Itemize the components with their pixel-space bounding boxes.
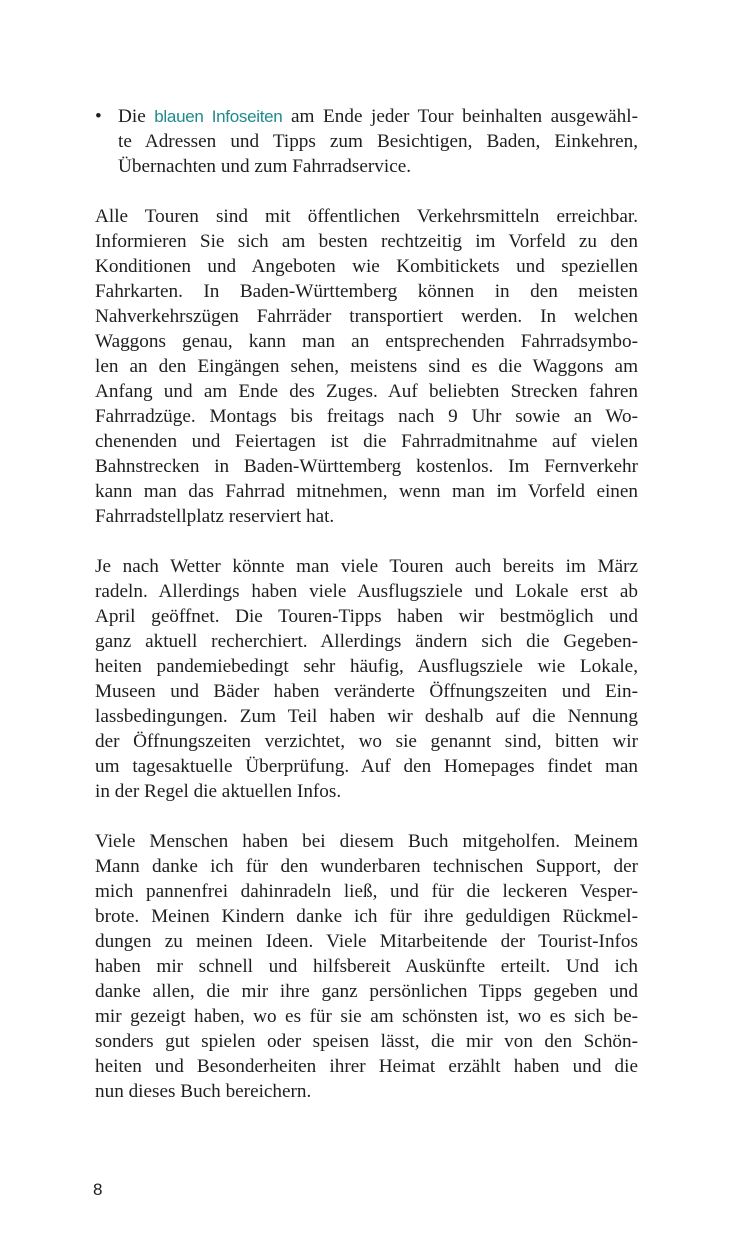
- text-line: Bahnstrecken in Baden-Württemberg kostenlos. Im Fernverkehr: [95, 456, 638, 477]
- text-line: Anfang und am Ende des Zuges. Auf beliebten Strecken fahren: [95, 381, 638, 402]
- text-line: sonders gut spielen oder speisen lässt, die mir von den Schön-: [95, 1031, 638, 1052]
- text-line: Museen und Bäder haben veränderte Öffnungszeiten und Ein-: [95, 681, 638, 702]
- text-line: Konditionen und Angeboten wie Kombitickets und speziellen: [95, 256, 638, 277]
- text-line: mich pannenfrei dahinradeln ließ, und für die leckeren Vesper-: [95, 881, 638, 902]
- text-line: in der Regel die aktuellen Infos.: [95, 781, 342, 802]
- text-line: heiten und Besonderheiten ihrer Heimat erzählt haben und die: [95, 1056, 638, 1077]
- bullet-line: [118, 104, 638, 129]
- text-line: chenenden und Feiertagen ist die Fahrradmitnahme auf vielen: [95, 431, 638, 452]
- bullet-text-end: am Ende jeder Tour beinhalten ausgewähl-: [282, 106, 638, 127]
- text-line: len an den Eingängen sehen, meistens sind es die Waggons am: [95, 356, 638, 377]
- text-line: Alle Touren sind mit öffentlichen Verkehrsmitteln erreichbar.: [95, 206, 638, 227]
- text-line: brote. Meinen Kindern danke ich für ihre geduldigen Rückmel-: [95, 906, 638, 927]
- text-line: Informieren Sie sich am besten rechtzeitig im Vorfeld zu den: [95, 231, 638, 252]
- text-line: Viele Menschen haben bei diesem Buch mitgeholfen. Meinem: [95, 831, 638, 852]
- text-line: ganz aktuell recherchiert. Allerdings ändern sich die Gegeben-: [95, 631, 638, 652]
- text-line: Waggons genau, kann man an entsprechenden Fahrradsymbo-: [95, 331, 638, 352]
- text-line: danke allen, die mir ihre ganz persönlichen Tipps gegeben und: [95, 981, 638, 1002]
- text-line: der Öffnungszeiten verzichtet, wo sie genannt sind, bitten wir: [95, 731, 638, 752]
- highlight-infoseiten: blauen Infoseiten: [154, 107, 283, 126]
- bullet-line: te Adressen und Tipps zum Besichtigen, Baden, Einkehren,: [118, 131, 638, 152]
- text-line: heiten pandemiebedingt sehr häufig, Ausflugsziele wie Lokale,: [95, 656, 638, 677]
- paragraph-acknowledgements: [95, 829, 638, 1104]
- text-line: lassbedingungen. Zum Teil haben wir deshalb auf die Nennung: [95, 706, 638, 727]
- text-line: mir gezeigt haben, wo es für sie am schönsten ist, wo es sich be-: [95, 1006, 638, 1027]
- text-line: radeln. Allerdings haben viele Ausflugsziele und Lokale erst ab: [95, 581, 638, 602]
- bullet-line: Übernachten und zum Fahrradservice.: [118, 156, 412, 177]
- text-line: Mann danke ich für den wunderbaren technischen Support, der: [95, 856, 638, 877]
- bullet-text-start: Die: [118, 106, 155, 127]
- text-line: haben mir schnell und hilfsbereit Auskünfte erteilt. Und ich: [95, 956, 638, 977]
- text-line: Fahrkarten. In Baden-Württemberg können in den meisten: [95, 281, 638, 302]
- text-line: Nahverkehrszügen Fahrräder transportiert werden. In welchen: [95, 306, 638, 327]
- text-line: kann man das Fahrrad mitnehmen, wenn man im Vorfeld einen: [95, 481, 638, 502]
- text-line: Fahrradstellplatz reserviert hat.: [95, 506, 335, 527]
- page-number: 8: [93, 1180, 103, 1199]
- text-line: dungen zu meinen Ideen. Viele Mitarbeitende der Tourist-Infos: [95, 931, 638, 952]
- bullet-icon: •: [95, 106, 102, 127]
- bullet-item: [95, 104, 638, 179]
- text-line: nun dieses Buch bereichern.: [95, 1081, 312, 1102]
- paragraph-transport: [95, 204, 638, 529]
- paragraph-weather: [95, 554, 638, 804]
- text-line: um tagesaktuelle Überprüfung. Auf den Homepages findet man: [95, 756, 638, 777]
- page-body: [95, 104, 638, 1104]
- text-line: Je nach Wetter könnte man viele Touren auch bereits im März: [95, 556, 638, 577]
- text-line: April geöffnet. Die Touren-Tipps haben wir bestmöglich und: [95, 606, 638, 627]
- text-line: Fahrradzüge. Montags bis freitags nach 9 Uhr sowie an Wo-: [95, 406, 638, 427]
